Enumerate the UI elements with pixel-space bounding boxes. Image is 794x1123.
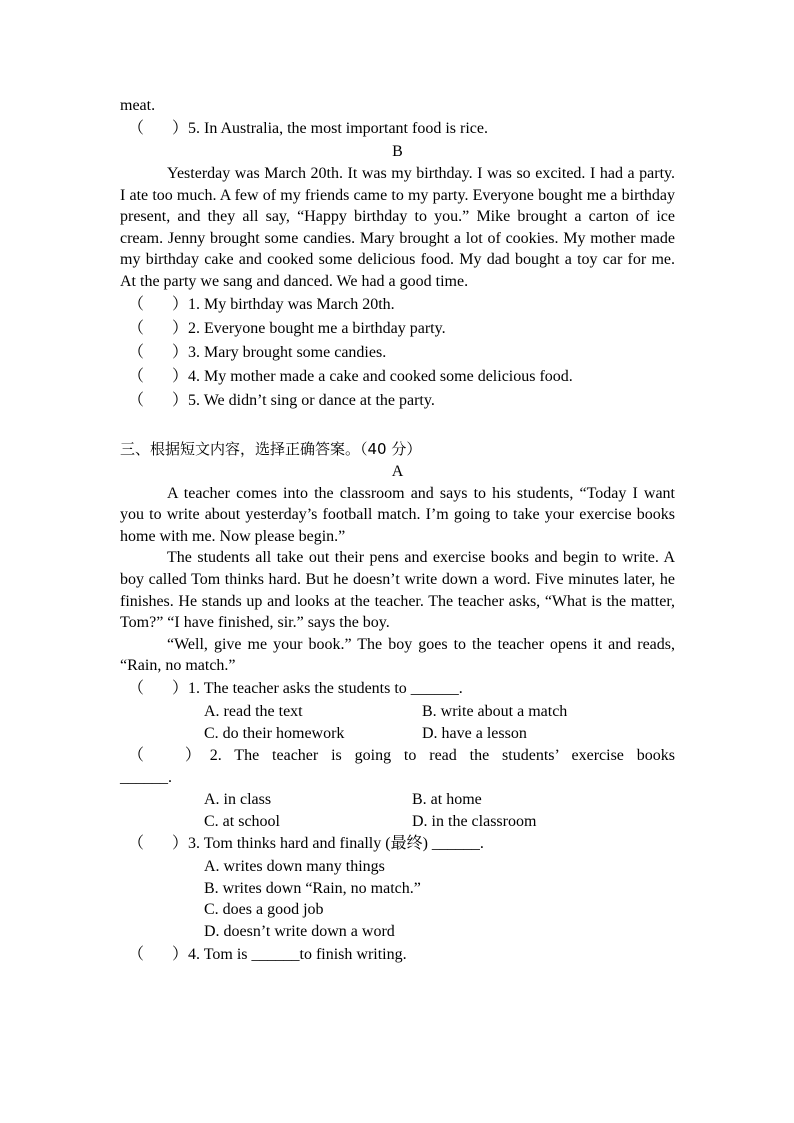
- option: B. write about a match: [422, 702, 568, 720]
- question-row: （ ）3. Mary brought some candies.: [128, 343, 387, 361]
- question-row: （ ）5. In Australia, the most important food is rice.: [128, 120, 488, 137]
- option: A. writes down many things: [204, 858, 385, 876]
- option: D. doesn’t write down a word: [204, 923, 395, 941]
- option: B. writes down “Rain, no match.”: [204, 879, 421, 897]
- mc-question-2-continuation: ______.: [120, 769, 172, 787]
- passage-b-label: B: [392, 143, 403, 160]
- passage-a-label: A: [391, 462, 404, 480]
- option: A. in class: [204, 791, 272, 809]
- worksheet-content: [120, 95, 675, 967]
- option: D. in the classroom: [412, 812, 537, 830]
- mc-question-3-options: [120, 856, 675, 942]
- mc-question-4: （ ）4. Tom is ______to finish writing.: [128, 945, 407, 963]
- mc-question-3: （ ）3. Tom thinks hard and finally (最终) ______.: [128, 835, 484, 853]
- question-row: （ ）2. Everyone bought me a birthday party.: [128, 319, 446, 337]
- option: D. have a lesson: [422, 724, 527, 742]
- passage-a-paragraph-2: The students all take out their pens and exercise books and begin to write. A boy called Tom thinks hard. But he doesn’t write down a word. Five minutes later, he finishes. He stands up and looks at the teacher. The teacher asks, “What is the matter, Tom?” “I have finished, sir.” says the boy.: [120, 549, 675, 632]
- previous-passage-fragment: meat.: [120, 97, 156, 114]
- passage-a-paragraph-3: “Well, give me your book.” The boy goes to the teacher opens it and reads, “Rain, no match.”: [120, 635, 675, 675]
- passage-b-text: Yesterday was March 20th. It was my birthday. I was so excited. I had a party. I ate too much. A few of my friends came to my party. Everyone bought me a birthday present, and they all say, “Happy birthday to you.” Mike brought a carton of ice cream. Jenny brought some candies. Mary brought a lot of cookies. My mother made my birthday cake and cooked some delicious food. My dad bought a toy car for me. At the party we sang and danced. We had a good time.: [120, 165, 675, 290]
- option: B. at home: [412, 791, 482, 809]
- question-row: （ ）5. We didn’t sing or dance at the party.: [128, 391, 435, 409]
- option: C. at school: [204, 812, 280, 830]
- passage-a-paragraph-1: A teacher comes into the classroom and says to his students, “Today I want you to write about yesterday’s football match. I’m going to take your exercise books home with me. Now please begin.”: [120, 484, 675, 545]
- section-3-title: 三、根据短文内容，选择正确答案。（40 分）: [120, 439, 422, 458]
- question-row: （ ）1. My birthday was March 20th.: [128, 295, 395, 313]
- option: C. do their homework: [204, 724, 345, 742]
- mc-question-1-options: [120, 701, 675, 744]
- mc-question-2: （ ）2. The teacher is going to read the students’ exercise books: [128, 747, 675, 765]
- option: C. does a good job: [204, 901, 324, 919]
- mc-question-1: （ ）1. The teacher asks the students to ______.: [128, 679, 463, 697]
- question-row: （ ）4. My mother made a cake and cooked some delicious food.: [128, 367, 573, 385]
- option: A. read the text: [204, 702, 303, 720]
- mc-question-2-options: [120, 789, 675, 832]
